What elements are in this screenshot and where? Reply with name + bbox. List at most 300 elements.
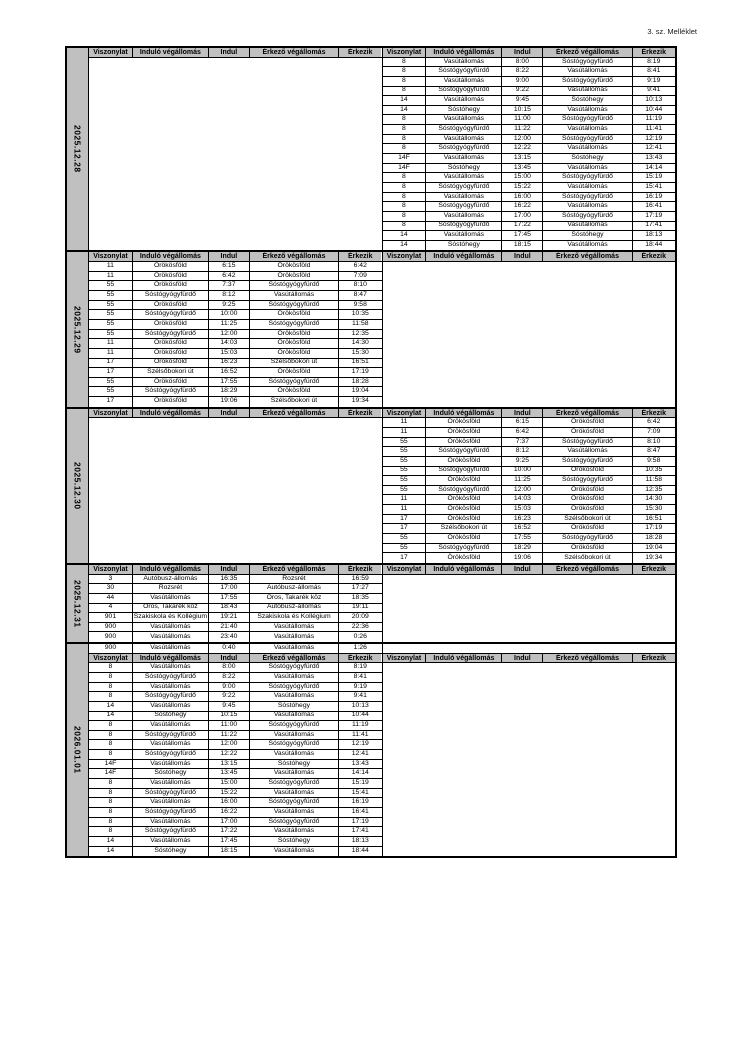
table-cell: 15:03	[502, 505, 543, 514]
table-cell: 9:22	[209, 692, 250, 701]
table-row	[383, 505, 676, 515]
table-row	[383, 164, 676, 174]
table-cell: 14:03	[502, 495, 543, 504]
table-row	[89, 702, 382, 712]
table-cell: Vasútállomás	[133, 740, 209, 749]
table-cell: 55	[383, 534, 427, 543]
table-cell: 55	[89, 378, 133, 387]
table-cell: Örökösföld	[426, 438, 502, 447]
table-cell: Szélsőbokori út	[543, 515, 632, 524]
table-cell: 11	[89, 262, 133, 271]
table-row	[89, 789, 382, 799]
header-cell: Érkezik	[633, 565, 675, 574]
header-cell: Érkező végállomás	[543, 654, 632, 663]
table-cell: Örökösföld	[543, 418, 632, 427]
table-cell: 55	[383, 447, 427, 456]
table-cell: 18:28	[351, 377, 369, 385]
table-cell: 8	[383, 193, 427, 202]
table-cell: 55	[383, 486, 427, 495]
table-cell: 11	[89, 272, 133, 281]
table-cell: Vasútállomás	[250, 623, 339, 632]
table-cell: 6:42	[647, 418, 661, 426]
table-row	[383, 125, 676, 135]
table-row	[383, 135, 676, 145]
table-cell: 16:19	[351, 798, 369, 806]
header-row	[383, 565, 676, 575]
table-cell: 8:47	[353, 291, 367, 298]
table-cell: 19:06	[209, 397, 250, 407]
table-cell: Sóstógyógyfürdő	[426, 183, 502, 192]
table-cell: 15:41	[645, 182, 663, 190]
table-cell: 17:00	[502, 212, 543, 221]
table-cell: 16:41	[645, 202, 663, 210]
empty-area	[383, 663, 676, 856]
table-cell: Sóstóhegy	[250, 837, 339, 846]
timetable	[65, 46, 677, 858]
table-cell: 11:41	[645, 125, 663, 133]
table-cell: Vasútállomás	[543, 447, 632, 456]
table-cell: 10:44	[645, 105, 663, 113]
table-cell: 7:37	[502, 438, 543, 447]
table-row	[383, 524, 676, 534]
table-cell: 8	[89, 779, 133, 788]
table-cell: Sóstógyógyfürdő	[133, 789, 209, 798]
table-cell: 8	[383, 67, 427, 76]
header-cell: Indul	[502, 252, 543, 261]
table-cell: Örökösföld	[133, 397, 209, 407]
table-cell: 900	[89, 644, 133, 653]
table-cell: Sóstógyógyfürdő	[250, 779, 339, 788]
table-cell: 14:14	[351, 769, 369, 777]
table-cell: 17:00	[209, 818, 250, 827]
table-cell: 8	[383, 77, 427, 86]
header-cell: Induló végállomás	[426, 48, 502, 57]
table-cell: 8	[89, 808, 133, 817]
table-cell: 14:30	[351, 339, 369, 347]
table-cell: Örökösföld	[250, 387, 339, 396]
table-cell: Sóstógyógyfürdő	[426, 447, 502, 456]
table-cell: Örökösföld	[133, 349, 209, 358]
table-cell: 17:55	[209, 378, 250, 387]
table-cell: Vasútállomás	[250, 712, 339, 721]
table-cell: 1:26	[353, 644, 367, 651]
table-cell: 7:09	[353, 271, 367, 279]
table-cell: 20:09	[351, 613, 369, 621]
table-cell: Vasútállomás	[543, 125, 632, 134]
table-cell: Szakiskola és Kollégium	[250, 613, 339, 622]
table-cell: 14	[89, 837, 133, 846]
table-row	[383, 544, 676, 554]
table-cell: 8	[383, 173, 427, 182]
table-cell: Örökösföld	[426, 515, 502, 524]
empty-area	[383, 262, 676, 407]
attachment-label: 3. sz. Melléklet	[647, 27, 697, 36]
table-cell: 15:00	[209, 779, 250, 788]
table-cell: 901	[89, 613, 133, 622]
table-row	[89, 712, 382, 722]
table-row	[89, 798, 382, 808]
header-cell: Érkezik	[339, 654, 381, 663]
table-cell: Örökösföld	[426, 553, 502, 563]
table-row	[89, 779, 382, 789]
header-row	[383, 48, 676, 58]
table-cell: 18:44	[351, 846, 369, 854]
table-cell: 17:19	[351, 817, 369, 825]
table-cell: Örökösföld	[250, 349, 339, 358]
header-cell: Érkezik	[633, 252, 675, 261]
table-row	[89, 291, 382, 301]
table-cell: 12:41	[645, 144, 663, 152]
header-cell: Viszonylat	[89, 565, 133, 574]
header-cell: Érkező végállomás	[250, 565, 339, 574]
table-cell: Vasútállomás	[250, 789, 339, 798]
table-cell: Sóstógyógyfürdő	[426, 544, 502, 553]
table-cell: 8	[89, 721, 133, 730]
table-cell: 14:30	[645, 495, 663, 503]
table-cell: 17:45	[209, 837, 250, 846]
table-cell: 14	[383, 106, 427, 115]
table-cell: Sóstóhegy	[543, 231, 632, 240]
header-cell: Viszonylat	[383, 654, 427, 663]
table-row	[383, 447, 676, 457]
table-row	[383, 106, 676, 116]
empty-row-spacer	[383, 644, 676, 654]
table-row	[89, 301, 382, 311]
table-cell: 55	[89, 301, 133, 310]
table-cell: Szakiskola és Kollégium	[133, 613, 208, 621]
table-row	[383, 154, 676, 164]
table-cell: 10:44	[351, 711, 369, 719]
table-cell: 55	[89, 330, 133, 339]
table-cell: Sóstógyógyfürdő	[426, 125, 502, 134]
table-cell: 18:28	[645, 534, 663, 541]
header-row	[383, 409, 676, 419]
header-row	[89, 409, 382, 419]
table-row	[89, 575, 382, 585]
table-cell: 9:41	[647, 86, 661, 94]
table-cell: 16:23	[502, 515, 543, 524]
table-cell: Sóstóhegy	[426, 106, 502, 115]
table-cell: Vasútállomás	[250, 632, 339, 642]
table-cell: 8:00	[209, 663, 250, 672]
table-cell: 6:15	[209, 262, 250, 271]
table-cell: Sóstógyógyfürdő	[250, 683, 339, 692]
date-text: 2025.12.31	[72, 579, 83, 628]
table-cell: Vasútállomás	[426, 135, 502, 144]
table-cell: Vasútállomás	[133, 798, 209, 807]
table-row	[89, 760, 382, 770]
table-cell: 11:19	[352, 721, 369, 729]
table-cell: Sóstógyógyfürdő	[543, 476, 632, 485]
table-cell: Örökösföld	[133, 320, 209, 329]
table-cell: 18:29	[209, 387, 250, 396]
table-cell: 16:41	[351, 807, 369, 815]
table-row	[89, 272, 382, 282]
table-cell: Sóstógyógyfürdő	[250, 818, 339, 827]
table-cell: Vasútállomás	[133, 663, 209, 672]
table-cell: 16:23	[209, 359, 250, 368]
table-cell: Szélsőbokori út	[543, 553, 632, 563]
table-cell: 15:19	[645, 173, 663, 181]
table-cell: Vasútállomás	[543, 222, 632, 231]
table-cell: 17:00	[209, 584, 250, 593]
table-cell: 16:00	[209, 798, 250, 807]
table-cell: 44	[89, 594, 133, 603]
header-row	[383, 252, 676, 262]
table-cell: 8	[383, 115, 427, 124]
table-row	[89, 378, 382, 388]
table-cell: 16:19	[645, 192, 663, 200]
header-row	[89, 252, 382, 262]
table-cell: 19:34	[645, 553, 663, 561]
header-cell: Viszonylat	[383, 409, 427, 418]
table-cell: Örökösföld	[250, 272, 339, 281]
table-row	[89, 683, 382, 693]
table-cell: 16:59	[351, 574, 369, 582]
table-cell: 14	[89, 847, 133, 857]
table-cell: Vasútállomás	[250, 692, 339, 701]
table-cell: Sóstógyógyfürdő	[426, 67, 502, 76]
table-cell: Autóbusz-állomás	[133, 575, 209, 584]
table-cell: Vasútállomás	[133, 683, 209, 692]
table-row	[89, 769, 382, 779]
table-cell: Sóstógyógyfürdő	[133, 291, 209, 300]
header-cell: Induló végállomás	[426, 654, 502, 663]
table-cell: Sóstógyógyfürdő	[250, 301, 339, 310]
table-cell: 12:35	[351, 329, 369, 337]
table-cell: 8:00	[502, 58, 543, 67]
table-cell: Vasútállomás	[133, 594, 209, 603]
date-text: 2025.12.28	[72, 125, 83, 173]
table-row	[89, 750, 382, 760]
table-cell: 55	[89, 281, 133, 290]
table-cell: 17	[383, 524, 427, 533]
table-cell: Vasútállomás	[543, 241, 632, 251]
table-cell: Örökösföld	[133, 359, 209, 368]
left-timetable-area	[89, 565, 383, 642]
table-cell: 15:19	[351, 779, 369, 786]
table-cell: 9:00	[502, 77, 543, 86]
table-cell: Vasútállomás	[543, 87, 632, 96]
table-cell: 6:42	[353, 262, 367, 270]
table-cell: Vasútállomás	[250, 827, 339, 836]
table-cell: Örökösföld	[543, 524, 632, 533]
table-cell: 12:22	[502, 144, 543, 153]
table-cell: 8	[383, 87, 427, 96]
table-cell: Örökösföld	[543, 544, 632, 553]
table-row	[383, 231, 676, 241]
table-row	[89, 397, 382, 407]
header-row	[383, 654, 676, 664]
table-cell: 18:15	[502, 241, 543, 251]
table-cell: 9:22	[502, 87, 543, 96]
table-cell: 17:55	[502, 534, 543, 543]
table-cell: 17:41	[645, 221, 663, 229]
left-timetable-area	[89, 409, 383, 563]
table-cell: Örökösföld	[133, 339, 209, 348]
table-cell: 14F	[89, 769, 133, 778]
table-cell: 900	[89, 623, 133, 632]
header-cell: Indul	[209, 565, 250, 574]
table-cell: Vasútállomás	[250, 644, 339, 653]
table-cell: 8	[383, 125, 427, 134]
table-cell: Sóstógyógyfürdő	[133, 827, 209, 836]
table-cell: 8	[89, 818, 133, 827]
table-row	[383, 183, 676, 193]
table-row	[383, 144, 676, 154]
table-cell: 11:25	[209, 320, 250, 329]
table-cell: 8	[89, 827, 133, 836]
table-cell: Sóstógyógyfürdő	[133, 731, 209, 740]
table-cell: 9:25	[502, 457, 543, 466]
table-cell: 9:45	[209, 702, 250, 711]
table-row	[89, 262, 382, 272]
table-cell: 9:45	[502, 96, 543, 105]
table-cell: Rozsrét	[133, 584, 209, 593]
table-cell: Sóstógyógyfürdő	[133, 692, 209, 701]
table-row	[89, 644, 382, 654]
table-cell: Vasútállomás	[543, 106, 632, 115]
header-cell: Érkezik	[339, 565, 381, 574]
table-cell: Szélsőbokori út	[250, 359, 339, 368]
table-cell: Vasútállomás	[133, 644, 209, 653]
table-cell: 16:51	[351, 358, 369, 366]
left-timetable-area	[89, 644, 383, 856]
table-cell: Vasútállomás	[426, 96, 502, 105]
table-cell: 12:00	[209, 740, 250, 749]
table-cell: Oros, Takarék köz	[133, 604, 209, 613]
table-row	[383, 486, 676, 496]
date-text: 2025.12.30	[72, 462, 83, 510]
table-cell: Örökösföld	[543, 467, 632, 476]
table-cell: 14F	[89, 760, 133, 769]
table-cell: Vasútállomás	[426, 58, 502, 67]
table-cell: Vasútállomás	[133, 623, 209, 632]
table-cell: 14F	[383, 164, 427, 173]
table-cell: Sóstógyógyfürdő	[133, 387, 209, 396]
header-cell: Érkező végállomás	[543, 252, 632, 261]
table-cell: Autóbusz-állomás	[250, 584, 339, 593]
table-cell: 15:22	[209, 789, 250, 798]
table-cell: Sóstógyógyfürdő	[426, 87, 502, 96]
table-cell: Vasútállomás	[543, 202, 632, 211]
header-cell: Indul	[502, 48, 543, 57]
table-cell: 17:45	[502, 231, 543, 240]
table-cell: 10:35	[351, 310, 369, 318]
table-cell: Sóstógyógyfürdő	[543, 58, 632, 67]
table-cell: Vasútállomás	[543, 164, 632, 173]
table-cell: 16:52	[502, 524, 543, 533]
header-cell: Indul	[209, 654, 250, 663]
table-cell: 55	[383, 457, 427, 466]
table-cell: Vasútállomás	[133, 721, 209, 730]
table-cell: Vasútállomás	[250, 750, 339, 759]
table-cell: 14	[383, 241, 427, 251]
table-cell: 11:58	[645, 476, 663, 484]
date-section	[67, 563, 675, 642]
table-cell: 55	[383, 438, 427, 447]
table-cell: 8:10	[647, 437, 661, 445]
date-label	[67, 48, 89, 250]
table-row	[89, 740, 382, 750]
table-cell: 8	[89, 692, 133, 701]
header-cell: Induló végállomás	[133, 48, 209, 57]
table-cell: 30	[89, 584, 133, 593]
date-section	[67, 642, 675, 856]
table-row	[383, 515, 676, 525]
table-cell: Örökösföld	[426, 495, 502, 504]
table-cell: 8:12	[209, 291, 250, 300]
table-cell: Vasútállomás	[426, 115, 502, 124]
table-cell: 7:37	[209, 281, 250, 290]
table-cell: 11:19	[645, 115, 663, 123]
table-cell: Sóstógyógyfürdő	[250, 740, 339, 749]
table-cell: 17	[383, 515, 427, 524]
table-cell: Örökösföld	[426, 505, 502, 514]
table-cell: 12:22	[209, 750, 250, 759]
table-cell: Rozsrét	[250, 575, 339, 584]
table-row	[89, 387, 382, 397]
table-row	[383, 67, 676, 77]
table-row	[383, 495, 676, 505]
table-cell: Sóstógyógyfürdő	[426, 222, 502, 231]
table-cell: 55	[89, 291, 133, 300]
header-cell: Indul	[502, 565, 543, 574]
table-cell: 18:35	[351, 593, 369, 601]
table-cell: Sóstógyógyfürdő	[133, 673, 209, 682]
table-row	[383, 438, 676, 448]
table-cell: Oros, Takarék köz	[250, 594, 339, 603]
table-cell: Vasútállomás	[250, 847, 339, 857]
table-row	[89, 663, 382, 673]
table-cell: 8	[383, 222, 427, 231]
header-cell: Viszonylat	[89, 48, 133, 57]
table-cell: 55	[89, 320, 133, 329]
table-cell: Sóstóhegy	[543, 96, 632, 105]
table-row	[383, 173, 676, 183]
table-cell: 15:03	[209, 349, 250, 358]
table-cell: Sóstógyógyfürdő	[133, 750, 209, 759]
table-cell: 17:19	[645, 524, 663, 532]
table-row	[89, 632, 382, 642]
table-cell: Sóstógyógyfürdő	[250, 320, 339, 329]
table-cell: 12:41	[351, 750, 369, 758]
table-cell: Vasútállomás	[133, 837, 209, 846]
table-cell: 11:00	[502, 115, 543, 124]
table-cell: 21:40	[209, 623, 250, 632]
table-row	[383, 212, 676, 222]
header-cell: Induló végállomás	[426, 565, 502, 574]
table-cell: Sóstógyógyfürdő	[426, 467, 502, 476]
table-cell: 8:12	[502, 447, 543, 456]
table-cell: Örökösföld	[133, 301, 209, 310]
table-cell: 8	[89, 798, 133, 807]
table-row	[89, 349, 382, 359]
header-cell: Érkezik	[339, 48, 381, 57]
table-cell: 19:34	[351, 397, 369, 405]
header-cell: Érkezik	[633, 654, 675, 663]
table-cell: Szélsőbokori út	[426, 524, 502, 533]
table-cell: 8	[383, 144, 427, 153]
table-cell: 22:36	[351, 622, 369, 630]
table-cell: Örökösföld	[426, 428, 502, 437]
table-cell: 17	[383, 553, 427, 563]
table-cell: 8	[89, 731, 133, 740]
table-cell: 8	[383, 212, 427, 221]
header-cell: Érkező végállomás	[543, 565, 632, 574]
table-cell: 11	[89, 339, 133, 348]
table-cell: 12:00	[502, 135, 543, 144]
